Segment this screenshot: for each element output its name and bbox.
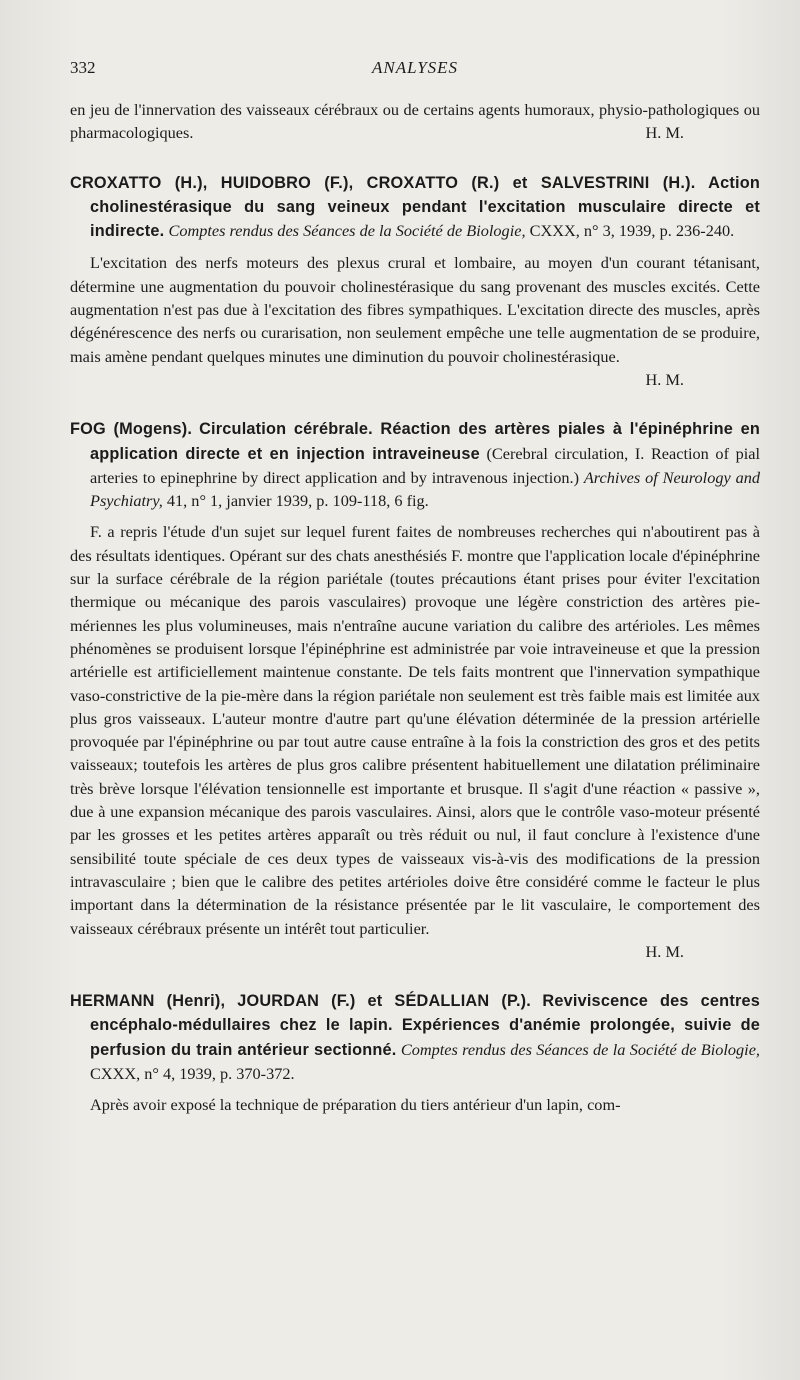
reviewer-initials: H. M. bbox=[645, 941, 684, 961]
entry-english-title: (Cerebral circulation, I. Reaction of pial arteries to epinephrine by direct application and by intravenous injection.) bbox=[90, 443, 761, 487]
entry-title: Reviviscence des centres encéphalo-médullaires chez le lapin. Expériences d'anémie prolongée, suivie de perfusion du train antérieur sectionné. bbox=[90, 992, 760, 1059]
entry-citation: CXXX, n° 3, 1939, p. 236-240. bbox=[529, 221, 735, 241]
running-header bbox=[70, 58, 760, 82]
abstract-summary-hermann: Après avoir exposé la technique de préparation du tiers antérieur d'un lapin, com- bbox=[90, 1095, 621, 1115]
reviewer-initials: H. M. bbox=[645, 123, 684, 143]
entry-authors: HERMANN (Henri), JOURDAN (F.) et SÉDALLIAN (P.). bbox=[70, 992, 532, 1011]
entry-citation: 41, n° 1, janvier 1939, p. 109-118, 6 fig. bbox=[166, 491, 429, 511]
abstract-summary-croxatto: L'excitation des nerfs moteurs des plexus crural et lombaire, au moyen d'un courant tétanisant, détermine une augmentation du pouvoir cholinestérasique du sang provenant des muscles excités. Cette augmentation n'est pas due à l'excitation des fibres sympathiques. L'excitation directe des muscles, après dégénérescence des nerfs ou curarisation, non seulement empêche une telle augmentation de se produire, mais amène pendant quelques minutes une diminution du pouvoir cholinestérasique. bbox=[70, 253, 760, 366]
previous-abstract-end bbox=[70, 98, 760, 145]
page-number: 332 bbox=[70, 58, 96, 77]
entry-authors: FOG (Mogens). bbox=[70, 420, 193, 439]
reviewer-initials: H. M. bbox=[645, 369, 684, 389]
entry-citation: CXXX, n° 4, 1939, p. 370-372. bbox=[90, 1063, 295, 1083]
bibliographic-entry-hermann bbox=[70, 989, 760, 1085]
entry-authors: CROXATTO (H.), HUIDOBRO (F.), CROXATTO (R.) et SALVESTRINI (H.). bbox=[70, 173, 696, 192]
previous-abstract-text: en jeu de l'innervation des vaisseaux cérébraux ou de certains agents humoraux, physio-pathologiques ou pharmacologiques. bbox=[70, 100, 760, 143]
entry-title: Circulation cérébrale. Réaction des artères piales à l'épinéphrine en application directe et en injection intraveineuse bbox=[90, 420, 760, 463]
page-content bbox=[70, 98, 760, 1117]
abstract-summary-fog: F. a repris l'étude d'un sujet sur lequel furent faites de nombreuses recherches qui n'aboutirent pas à des résultats identiques. Opérant sur des chats anesthésiés F. montre que l'application locale d'épinéphrine sur la surface cérébrale de la région pariétale (toutes précautions étant prises pour éviter l'excitation thermique ou mécanique des parois vasculaires) provoque une légère constriction des artères pie-mériennes les plus volumineuses, mais n'entraîne aucune variation du calibre des artérioles. Les mêmes phénomènes se produisent lorsque l'épinéphrine est administrée par voie intraveineuse et que la pression artérielle est artificiellement maintenue constante. De tels faits montrent que l'innervation sympathique vaso-constrictive de la pie-mère dans la région pariétale non seulement est très faible mais est limitée aux plus gros vaisseaux. L'auteur montre d'autre part qu'une élévation déterminée de la pression artérielle provoquée par l'épinéphrine ou par tout autre cause entraîne à la fois la constriction des gros et des petits vaisseaux; toutefois les artères de plus gros calibre présentent habituellement une dilatation préliminaire très brève lorsque l'élévation tensionnelle est importante et brusque. Il s'agit d'une réaction « passive », due à une expansion mécanique des parois vasculaires. Ainsi, alors que le contrôle vaso-moteur présenté par les grosses et les petites artères apparaît ou très réduit ou nul, il faut conclure à l'existence d'une sensibilité toute spéciale de ces deux types de vaisseaux vis-à-vis des modifications de la pression intravasculaire ; bien que le calibre des petites artérioles doive être considéré comme le facteur le plus important dans la détermination de la résistance présentée par le lit vasculaire, le comportement des vaisseaux cérébraux présente un intérêt tout particulier. bbox=[70, 522, 760, 938]
bibliographic-entry-fog bbox=[70, 417, 760, 512]
entry-journal: Archives of Neurology and Psychiatry, bbox=[90, 467, 760, 511]
entry-journal: Comptes rendus des Séances de la Société de Biologie, bbox=[168, 221, 526, 241]
entry-title: Action cholinestérasique du sang veineux pendant l'excitation musculaire directe et indirecte. bbox=[90, 173, 760, 241]
bibliographic-entry-croxatto bbox=[70, 171, 760, 244]
entry-journal: Comptes rendus des Séances de la Société de Biologie, bbox=[400, 1039, 761, 1059]
running-title: ANALYSES bbox=[371, 58, 459, 77]
